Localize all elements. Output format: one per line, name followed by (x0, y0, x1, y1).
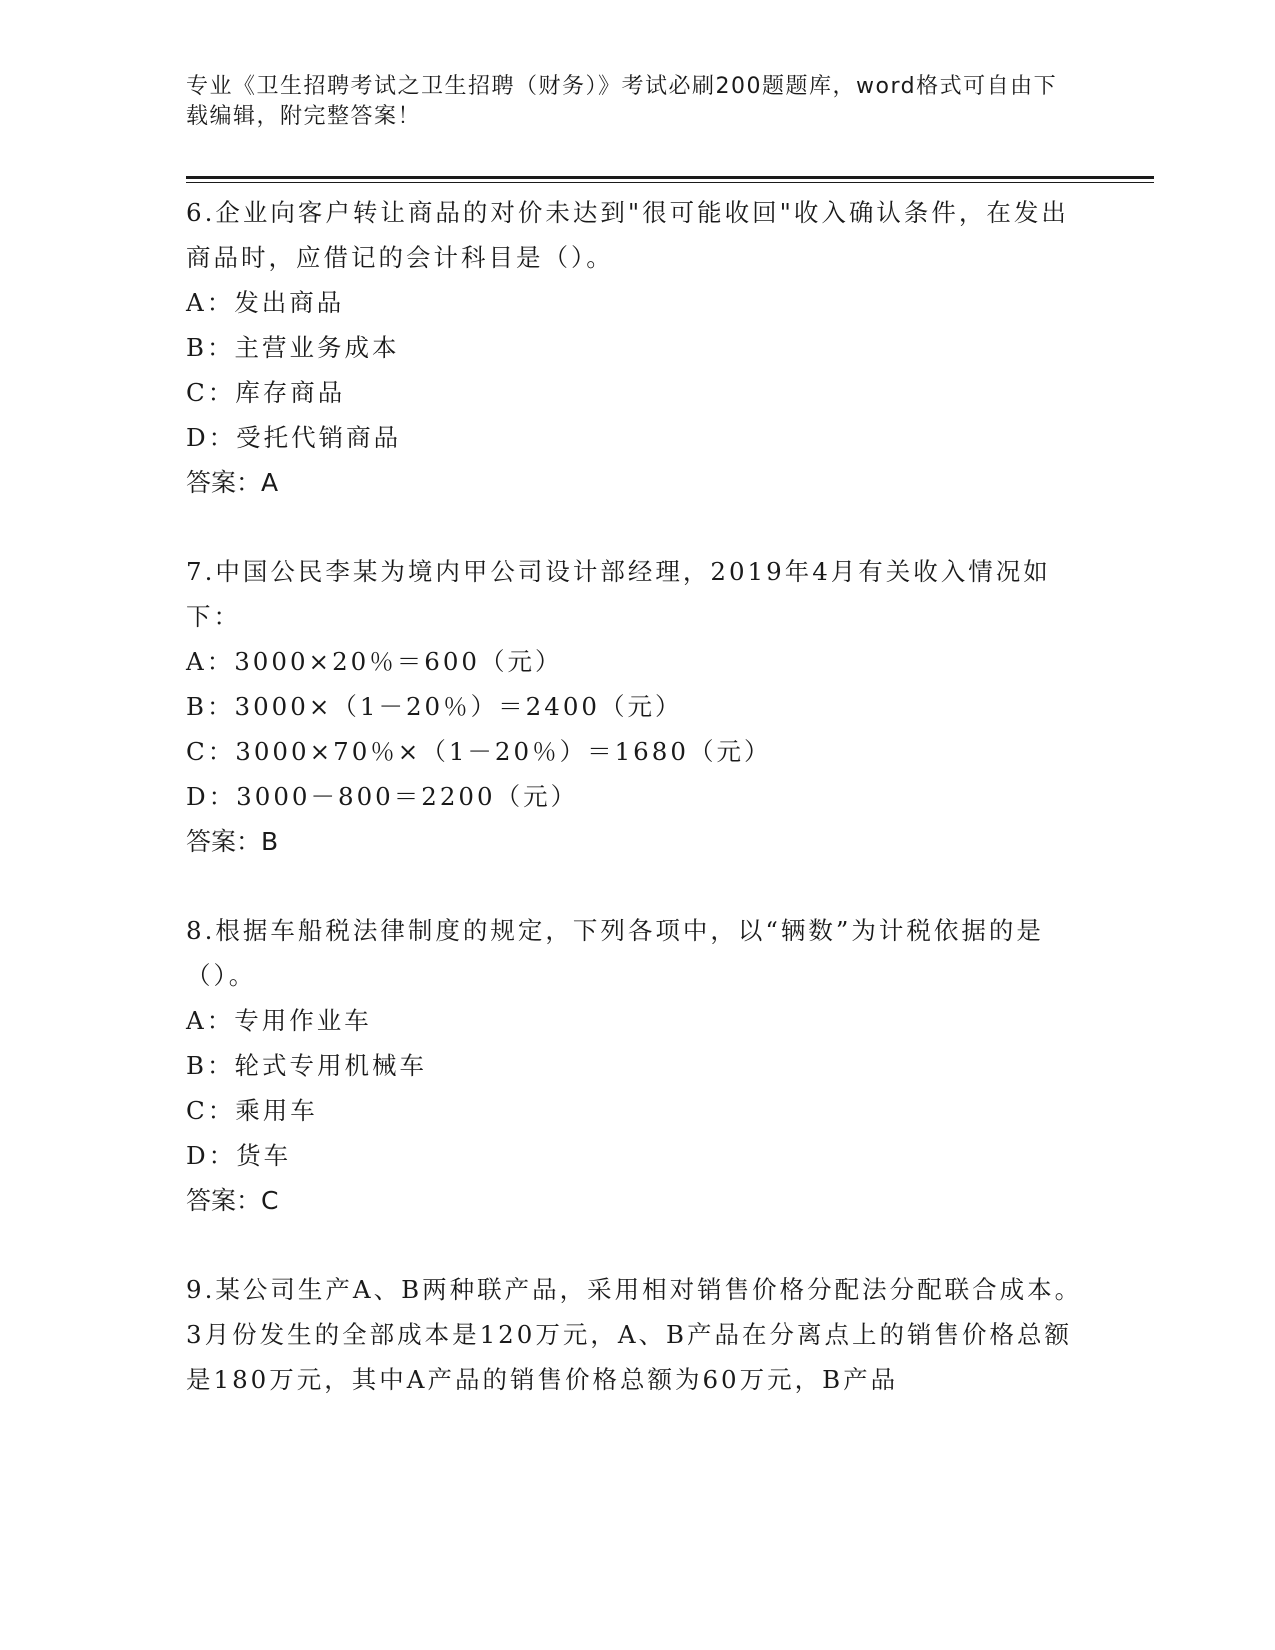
answer-line: 答案：B (186, 827, 279, 856)
option-c: C：乘用车 (186, 1096, 318, 1125)
document-header: 专业《卫生招聘考试之卫生招聘（财务）》考试必刷200题题库，word格式可自由下载编辑，附完整答案！ (186, 74, 1058, 129)
header-divider-thin (186, 182, 1154, 183)
option-d: D：货车 (186, 1141, 292, 1170)
question-list (186, 190, 1086, 1446)
option-c: C：3000×70％×（1－20％）＝1680（元） (186, 737, 772, 766)
header-divider-thick (186, 176, 1154, 179)
option-a: A：发出商品 (186, 288, 345, 317)
option-b: B：主营业务成本 (186, 333, 400, 362)
question-8 (186, 908, 1086, 1223)
option-a: A：3000×20％＝600（元） (186, 647, 563, 676)
option-a: A：专用作业车 (186, 1006, 372, 1035)
question-stem: 8.根据车船税法律制度的规定，下列各项中，以“辆数”为计税依据的是（）。 (186, 916, 1044, 990)
question-7 (186, 549, 1086, 864)
question-stem: 9.某公司生产A、B两种联产品，采用相对销售价格分配法分配联合成本。3月份发生的全部成本是120万元，A、B产品在分离点上的销售价格总额是180万元，其中A产品的销售价格总额为60万元，B产品 (186, 1275, 1083, 1394)
question-stem: 7.中国公民李某为境内甲公司设计部经理，2019年4月有关收入情况如下： (186, 557, 1051, 631)
option-d: D：3000－800＝2200（元） (186, 782, 579, 811)
answer-line: 答案：C (186, 1186, 279, 1215)
question-6 (186, 190, 1086, 505)
option-b: B：轮式专用机械车 (186, 1051, 428, 1080)
option-d: D：受托代销商品 (186, 423, 402, 452)
question-9 (186, 1267, 1086, 1402)
question-stem: 6.企业向客户转让商品的对价未达到"很可能收回"收入确认条件，在发出商品时，应借记的会计科目是（）。 (186, 198, 1069, 272)
answer-line: 答案：A (186, 468, 279, 497)
option-b: B：3000×（1－20％）＝2400（元） (186, 692, 683, 721)
option-c: C：库存商品 (186, 378, 346, 407)
